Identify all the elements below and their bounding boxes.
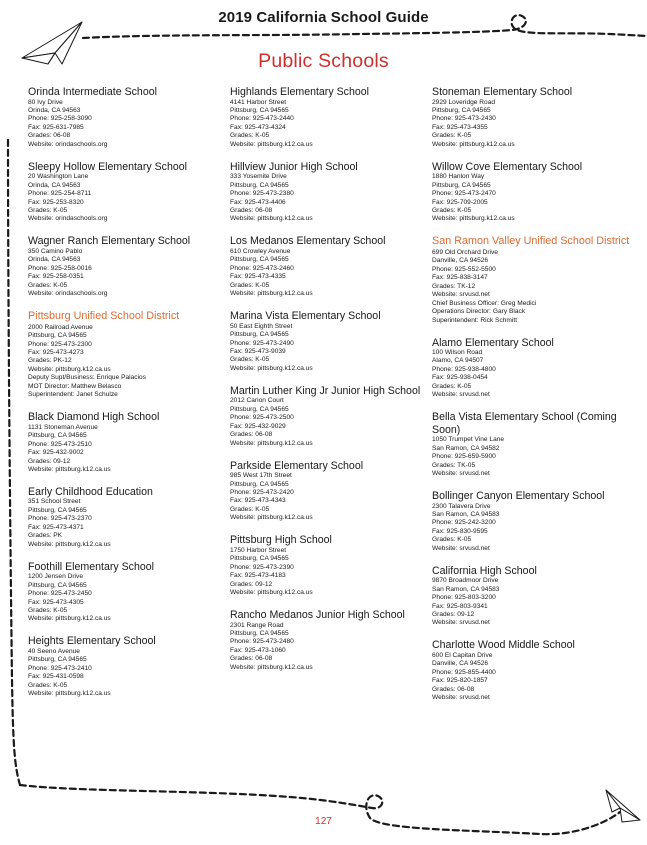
entry-details [432, 652, 632, 703]
entry-detail-line: Grades: TK-05 [432, 461, 476, 469]
school-entry [28, 561, 228, 624]
entry-detail-line: Website: pittsburg.k12.ca.us [230, 290, 313, 298]
school-entry [28, 411, 228, 474]
entry-detail-line: Phone: 925-473-2410 [28, 664, 92, 672]
entry-detail-line: Pittsburg, CA 94565 [432, 106, 491, 114]
school-entry [432, 565, 632, 628]
school-entry [230, 161, 430, 224]
entry-detail-line: Operations Director: Gary Black [432, 308, 526, 316]
entry-detail-line: Pittsburg, CA 94565 [28, 332, 87, 340]
entry-details [432, 503, 632, 554]
entry-detail-line: Grades: PK-12 [28, 357, 72, 365]
entry-detail-line: Phone: 925-659-5900 [432, 453, 496, 461]
district-entry [28, 310, 228, 400]
entry-detail-line: Grades: 06-08 [432, 685, 475, 693]
entry-detail-line: Grades: K-05 [28, 606, 68, 614]
school-name: Stoneman Elementary School [432, 86, 573, 98]
entry-detail-line: Phone: 925-258-3090 [28, 115, 92, 123]
entry-detail-line: Phone: 925-473-2460 [230, 264, 294, 272]
entry-detail-line: Website: pittsburg.k12.ca.us [432, 140, 515, 148]
entry-detail-line: Phone: 925-473-2370 [28, 515, 92, 523]
entry-detail-line: Fax: 925-631-7985 [28, 123, 84, 131]
entry-detail-line: Website: pittsburg.k12.ca.us [432, 215, 515, 223]
school-entry [230, 86, 430, 149]
entry-detail-line: Grades: K-05 [230, 132, 270, 140]
page-number: 127 [315, 816, 332, 827]
entry-detail-line: Superintendent: Rick Schmitt [432, 316, 518, 324]
entry-detail-line: Pittsburg, CA 94565 [28, 581, 87, 589]
entry-detail-line: Pittsburg, CA 94565 [230, 106, 289, 114]
entry-detail-line: 699 Old Orchard Drive [432, 248, 498, 256]
entry-detail-line: Website: pittsburg.k12.ca.us [230, 364, 313, 372]
entry-detail-line: Pittsburg, CA 94565 [230, 331, 289, 339]
entry-details [28, 424, 228, 475]
entry-detail-line: Grades: K-05 [28, 281, 68, 289]
school-name: Foothill Elementary School [28, 560, 155, 573]
entry-detail-line: Website: pittsburg.k12.ca.us [230, 514, 313, 522]
entry-detail-line: Fax: 925-473-4273 [28, 349, 84, 357]
entry-detail-line: Website: pittsburg.k12.ca.us [230, 439, 313, 447]
entry-detail-line: 985 West 17th Street [230, 472, 292, 480]
entry-detail-line: Website: srvusd.net [432, 291, 490, 299]
entry-detail-line: 4141 Harbor Street [230, 98, 287, 106]
entry-detail-line: 50 East Eighth Street [230, 322, 293, 330]
entry-detail-line: Website: pittsburg.k12.ca.us [28, 365, 111, 373]
school-entry [432, 161, 632, 224]
school-entry [28, 635, 228, 698]
entry-details [28, 498, 228, 549]
entry-details [432, 577, 632, 628]
entry-detail-line: Grades: K-05 [432, 536, 472, 544]
page-title: 2019 California School Guide [218, 9, 429, 26]
school-name: Alamo Elementary School [432, 336, 554, 349]
district-entry [432, 235, 632, 325]
entry-details [432, 349, 632, 400]
school-entry [432, 639, 632, 702]
entry-detail-line: 1880 Hanlon Way [432, 173, 485, 181]
entry-detail-line: Phone: 925-473-2440 [230, 115, 294, 123]
entry-detail-line: Phone: 925-473-2470 [432, 190, 496, 198]
entry-details [28, 648, 228, 699]
entry-detail-line: Fax: 925-830-9595 [432, 527, 488, 535]
school-entry [432, 490, 632, 553]
entry-detail-line: Pittsburg, CA 94565 [28, 432, 87, 440]
entry-detail-line: Fax: 925-473-4371 [28, 523, 84, 531]
school-name: Pittsburg High School [230, 534, 332, 547]
school-name: Los Medanos Elementary School [230, 235, 386, 248]
entry-detail-line: Fax: 925-938-0454 [432, 374, 488, 382]
entry-detail-line: 1131 Stoneman Avenue [28, 423, 98, 431]
entry-detail-line: San Ramon, CA 94583 [432, 585, 500, 593]
entry-detail-line: Danville, CA 94526 [432, 257, 489, 265]
entry-detail-line: Fax: 925-473-4335 [230, 273, 286, 281]
entry-detail-line: 40 Seeno Avenue [28, 647, 80, 655]
school-entry [28, 161, 228, 224]
entry-detail-line: Deputy Supt/Business: Enrique Palacios [28, 374, 147, 382]
entry-detail-line: 351 School Street [28, 498, 81, 506]
school-name: Willow Cove Elementary School [432, 160, 583, 173]
entry-detail-line: Grades: 09-12 [28, 457, 71, 465]
entry-detail-line: Pittsburg, CA 94565 [28, 656, 87, 664]
entry-detail-line: Website: pittsburg.k12.ca.us [28, 690, 111, 698]
school-name: Marina Vista Elementary School [230, 310, 381, 323]
entry-details [28, 324, 228, 400]
school-name: California High School [432, 564, 537, 577]
directory-column-2 [230, 86, 430, 684]
entry-detail-line: Website: srvusd.net [432, 619, 490, 627]
school-name: Rancho Medanos Junior High School [230, 609, 405, 622]
entry-detail-line: 1750 Harbor Street [230, 546, 287, 554]
school-name: Early Childhood Education [28, 485, 153, 498]
entry-detail-line: Grades: K-05 [230, 505, 270, 513]
entry-detail-line: 350 Camino Pablo [28, 247, 83, 255]
entry-detail-line: Phone: 925-855-4400 [432, 668, 496, 676]
entry-detail-line: Pittsburg, CA 94565 [230, 405, 289, 413]
school-name: Orinda Intermediate School [28, 86, 157, 98]
school-name: Highlands Elementary School [230, 86, 369, 98]
entry-detail-line: Alamo, CA 94507 [432, 357, 484, 365]
school-entry [28, 235, 228, 298]
entry-detail-line: Fax: 925-820-1857 [432, 677, 488, 685]
school-name: Hillview Junior High School [230, 160, 358, 173]
school-entry [230, 609, 430, 672]
entry-details [432, 436, 632, 478]
entry-detail-line: Grades: K-05 [230, 281, 270, 289]
entry-detail-line: 1200 Jensen Drive [28, 573, 83, 581]
entry-detail-line: Pittsburg, CA 94565 [230, 629, 289, 637]
entry-detail-line: Grades: 06-08 [230, 207, 273, 215]
entry-detail-line: Phone: 925-473-2480 [230, 638, 294, 646]
entry-detail-line: Grades: 09-12 [230, 580, 273, 588]
school-entry [28, 486, 228, 549]
entry-detail-line: Orinda, CA 94563 [28, 106, 81, 114]
left-dashed-path [8, 140, 20, 785]
entry-detail-line: San Ramon, CA 94582 [432, 444, 500, 452]
section-title: Public Schools [258, 50, 389, 72]
school-entry [230, 460, 430, 523]
entry-detail-line: Grades: 06-08 [230, 655, 273, 663]
entry-detail-line: Fax: 925-803-9341 [432, 602, 488, 610]
entry-detail-line: Pittsburg, CA 94565 [230, 555, 289, 563]
entry-detail-line: Fax: 925-473-4406 [230, 198, 286, 206]
entry-detail-line: Website: pittsburg.k12.ca.us [230, 215, 313, 223]
directory-column-3 [432, 86, 632, 714]
entry-detail-line: Pittsburg, CA 94565 [230, 480, 289, 488]
district-name: San Ramon Valley Unified School District [432, 235, 630, 248]
entry-detail-line: Pittsburg, CA 94565 [432, 181, 491, 189]
school-name: Parkside Elementary School [230, 459, 364, 472]
entry-detail-line: Website: pittsburg.k12.ca.us [230, 140, 313, 148]
school-entry [230, 235, 430, 298]
entry-details [230, 173, 430, 224]
entry-details [432, 249, 632, 325]
entry-detail-line: 2012 Carion Court [230, 397, 284, 405]
entry-detail-line: Website: pittsburg.k12.ca.us [230, 663, 313, 671]
entry-detail-line: 2000 Railroad Avenue [28, 323, 93, 331]
entry-details [432, 99, 632, 150]
district-name: Pittsburg Unified School District [28, 310, 180, 323]
school-name: Heights Elementary School [28, 635, 156, 648]
entry-detail-line: Orinda, CA 94563 [28, 181, 81, 189]
entry-detail-line: Fax: 925-258-0351 [28, 273, 84, 281]
entry-detail-line: Fax: 925-473-9039 [230, 348, 286, 356]
entry-detail-line: Phone: 925-938-4800 [432, 365, 496, 373]
entry-detail-line: Website: pittsburg.k12.ca.us [230, 589, 313, 597]
entry-detail-line: Grades: K-05 [28, 681, 68, 689]
entry-details [230, 323, 430, 374]
entry-detail-line: Phone: 925-473-2300 [28, 340, 92, 348]
entry-detail-line: 20 Washington Lane [28, 173, 89, 181]
school-entry [432, 86, 632, 149]
entry-detail-line: Chief Business Officer: Greg Medici [432, 299, 537, 307]
school-name: Charlotte Wood Middle School [432, 639, 575, 652]
entry-details [230, 99, 430, 150]
entry-detail-line: Fax: 925-432-9002 [28, 449, 84, 457]
school-entry [230, 534, 430, 597]
entry-detail-line: Phone: 925-473-2450 [28, 590, 92, 598]
entry-detail-line: Phone: 925-803-3200 [432, 594, 496, 602]
entry-detail-line: 1050 Trumpet Vine Lane [432, 436, 505, 444]
entry-detail-line: Website: pittsburg.k12.ca.us [28, 540, 111, 548]
entry-detail-line: Website: srvusd.net [432, 470, 490, 478]
school-entry [432, 337, 632, 400]
entry-detail-line: Grades: TK-12 [432, 282, 476, 290]
entry-detail-line: Phone: 925-552-5500 [432, 265, 496, 273]
entry-detail-line: Fax: 925-431-0598 [28, 673, 84, 681]
entry-detail-line: Phone: 925-473-2380 [230, 190, 294, 198]
school-entry [230, 385, 430, 448]
entry-detail-line: Fax: 925-709-2005 [432, 198, 488, 206]
entry-detail-line: Pittsburg, CA 94565 [230, 181, 289, 189]
entry-detail-line: Phone: 925-258-0016 [28, 264, 92, 272]
entry-detail-line: Fax: 925-473-4183 [230, 572, 286, 580]
entry-detail-line: Website: srvusd.net [432, 391, 490, 399]
entry-details [230, 622, 430, 673]
entry-detail-line: Phone: 925-473-2390 [230, 563, 294, 571]
entry-detail-line: Website: pittsburg.k12.ca.us [28, 466, 111, 473]
entry-detail-line: Grades: K-05 [432, 132, 472, 140]
school-name: Wagner Ranch Elementary School [28, 235, 191, 248]
entry-details [28, 173, 228, 224]
entry-detail-line: Grades: 06-08 [28, 132, 71, 140]
entry-details [28, 573, 228, 624]
entry-detail-line: 9870 Broadmoor Drive [432, 577, 499, 585]
entry-detail-line: 2929 Loveridge Road [432, 98, 496, 106]
entry-detail-line: Fax: 925-473-4324 [230, 123, 286, 131]
entry-details [230, 248, 430, 299]
entry-detail-line: Phone: 925-473-2420 [230, 489, 294, 496]
entry-detail-line: Grades: 09-12 [432, 611, 475, 619]
entry-detail-line: 2301 Range Road [230, 621, 284, 629]
entry-detail-line: Fax: 925-432-9029 [230, 422, 286, 430]
school-entry [28, 86, 228, 149]
entry-details [28, 248, 228, 299]
school-name: Bella Vista Elementary School (Coming Soon) [432, 411, 617, 436]
entry-detail-line: Danville, CA 94526 [432, 660, 489, 668]
entry-detail-line: Superintendent: Janet Schulze [28, 391, 118, 399]
entry-detail-line: Fax: 925-253-8320 [28, 198, 84, 206]
entry-detail-line: 600 El Capitan Drive [432, 651, 493, 659]
entry-details [230, 547, 430, 598]
school-name: Bollinger Canyon Elementary School [432, 490, 605, 502]
entry-detail-line: Grades: PK [28, 532, 63, 540]
entry-detail-line: Grades: 06-08 [230, 431, 273, 439]
entry-details [230, 472, 430, 523]
entry-detail-line: Phone: 925-254-8711 [28, 190, 92, 198]
entry-detail-line: Website: srvusd.net [432, 544, 490, 552]
entry-detail-line: MOT Director: Matthew Belasco [28, 382, 122, 390]
entry-detail-line: Phone: 925-473-2500 [230, 414, 294, 422]
entry-details [432, 173, 632, 224]
entry-detail-line: Fax: 925-473-4343 [230, 497, 286, 505]
entry-detail-line: Grades: K-05 [230, 356, 270, 364]
entry-detail-line: Website: srvusd.net [432, 694, 490, 702]
entry-detail-line: Orinda, CA 94563 [28, 256, 81, 264]
school-name: Sleepy Hollow Elementary School [28, 160, 187, 173]
entry-details [230, 397, 430, 448]
entry-details [28, 99, 228, 150]
entry-detail-line: Grades: K-05 [432, 382, 472, 390]
entry-detail-line: Grades: K-05 [28, 207, 68, 215]
entry-detail-line: Fax: 925-473-4355 [432, 123, 488, 131]
school-name: Martin Luther King Jr Junior High School [230, 384, 421, 397]
entry-detail-line: Website: orindaschools.org [28, 290, 108, 298]
entry-detail-line: Fax: 925-473-1060 [230, 646, 286, 654]
entry-detail-line: Fax: 925-838-3147 [432, 274, 488, 282]
entry-detail-line: Phone: 925-473-2430 [432, 115, 496, 123]
entry-detail-line: 100 Wilson Road [432, 349, 483, 357]
entry-detail-line: San Ramon, CA 94583 [432, 510, 500, 518]
entry-detail-line: Website: pittsburg.k12.ca.us [28, 615, 111, 623]
directory-column-1 [28, 86, 228, 710]
school-entry [432, 411, 632, 478]
entry-detail-line: Phone: 925-242-3200 [432, 519, 496, 527]
entry-detail-line: 2300 Talavera Drive [432, 502, 491, 510]
entry-detail-line: Pittsburg, CA 94565 [28, 506, 87, 514]
entry-detail-line: Phone: 925-473-2490 [230, 339, 294, 347]
entry-detail-line: 80 Ivy Drive [28, 98, 63, 106]
entry-detail-line: 333 Yosemite Drive [230, 173, 287, 181]
entry-detail-line: 610 Crowley Avenue [230, 247, 291, 255]
school-name: Black Diamond High School [28, 411, 160, 424]
entry-detail-line: Website: orindaschools.org [28, 215, 108, 223]
entry-detail-line: Grades: K-05 [432, 207, 472, 215]
entry-detail-line: Website: orindaschools.org [28, 140, 108, 148]
entry-detail-line: Phone: 925-473-2510 [28, 440, 92, 448]
entry-detail-line: Fax: 925-473-4305 [28, 598, 84, 606]
school-entry [230, 310, 430, 373]
entry-detail-line: Pittsburg, CA 94565 [230, 256, 289, 264]
